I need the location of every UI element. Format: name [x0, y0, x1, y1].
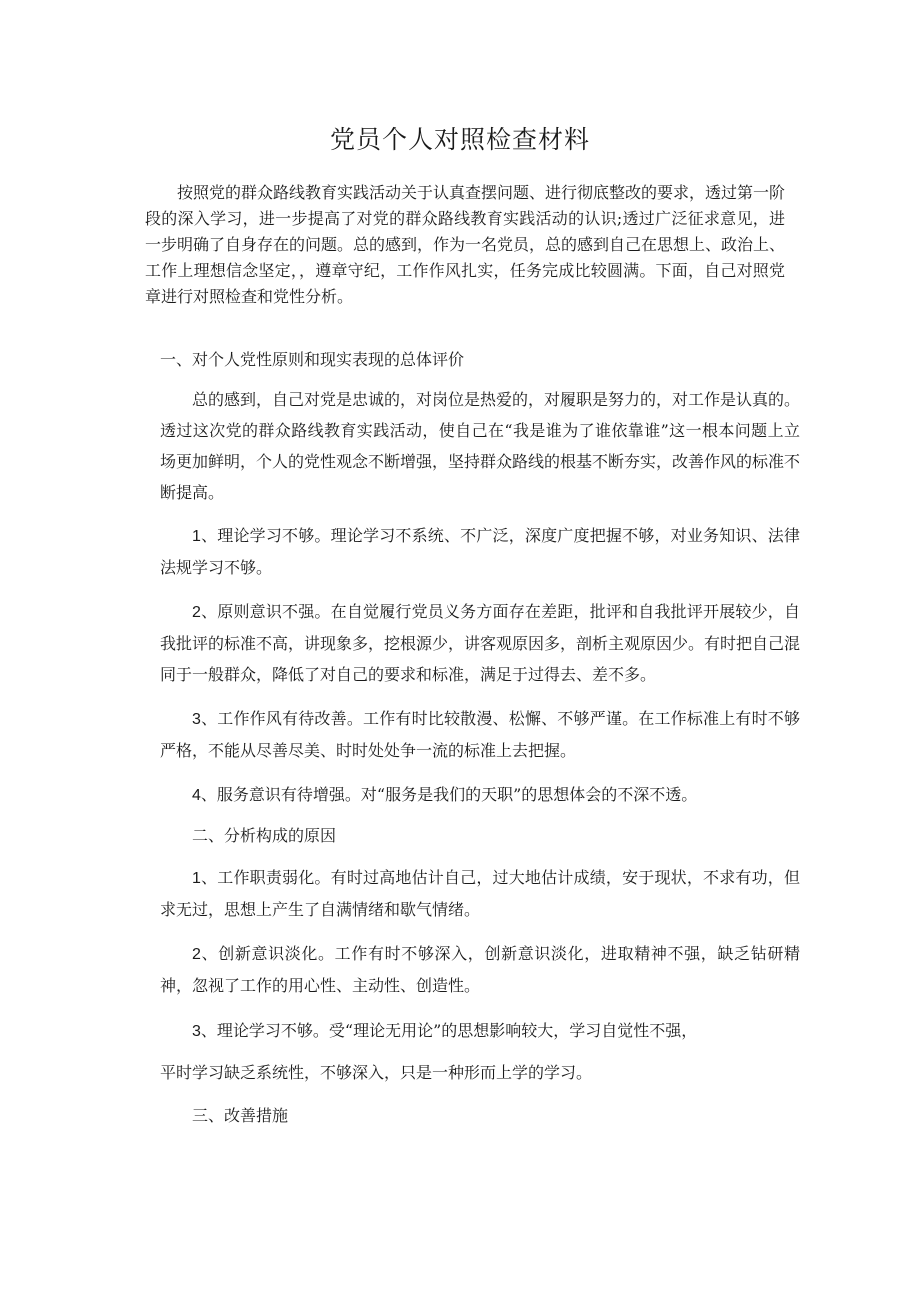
item-text: 、创新意识淡化。工作有时不够深入，创新意识淡化，进取精神不强，缺乏钻研精神，忽视了工作的用心性、主动性、创造性。 — [160, 944, 800, 995]
section1-heading: 一、对个人党性原则和现实表现的总体评价 — [160, 350, 465, 369]
item-text: 、理论学习不够。理论学习不系统、不广泛，深度广度把握不够，对业务知识、法律法规学习不够。 — [160, 526, 800, 577]
item-number: 1 — [192, 528, 201, 545]
item-number: 2 — [192, 604, 201, 621]
item-number: 2 — [192, 946, 201, 963]
item-text: 、理论学习不够。受“理论无用论”的思想影响较大，学习自觉性不强， — [200, 1021, 698, 1040]
item-number: 3 — [192, 711, 201, 728]
item-text: 、原则意识不强。在自觉履行党员义务方面存在差距，批评和自我批评开展较少，自我批评的标准不高，讲现象多，挖根源少，讲客观原因多，剖析主观原因少。有时把自己混同于一般群众，降低了对自己的要求和标准，满足于过得去、差不多。 — [160, 602, 801, 684]
section2-item-1 — [160, 862, 800, 925]
item-text: 、服务意识有待增强。对“服务是我们的天职”的思想体会的不深不透。 — [200, 785, 698, 804]
page-title: 党员个人对照检查材料 — [329, 125, 590, 154]
section1-summary: 总的感到，自己对党是忠诚的，对岗位是热爱的，对履职是努力的，对工作是认真的。透过这次党的群众路线教育实践活动，使自己在“我是谁为了谁依靠谁”这一根本问题上立场更加鲜明，个人的党性观念不断增强，坚持群众路线的根基不断夯实，改善作风的标准不断提高。 — [160, 390, 801, 502]
section1-item-3 — [160, 703, 800, 766]
intro-paragraph: 按照党的群众路线教育实践活动关于认真查摆问题、进行彻底整改的要求，透过第一阶段的深入学习，进一步提高了对党的群众路线教育实践活动的认识;透过广泛征求意见，进一步明确了自身存在的问题。总的感到，作为一名党员，总的感到自己在思想上、政治上、工作上理想信念坚定，，遵章守纪，工作作风扎实，任务完成比较圆满。下面，自己对照党章进行对照检查和党性分析。 — [145, 183, 786, 306]
item-text: 、工作职责弱化。有时过高地估计自己，过大地估计成绩，安于现状，不求有功，但求无过，思想上产生了自满情绪和歇气情绪。 — [160, 868, 800, 919]
section2-item-2 — [160, 938, 800, 1001]
item-number: 4 — [192, 787, 201, 804]
item-text: 、工作作风有待改善。工作有时比较散漫、松懈、不够严谨。在工作标准上有时不够严格，不能从尽善尽美、时时处处争一流的标准上去把握。 — [160, 709, 800, 760]
item-number: 3 — [192, 1023, 201, 1040]
item-number: 1 — [192, 870, 201, 887]
section2-heading: 二、分析构成的原因 — [192, 826, 337, 845]
section3-heading: 三、改善措施 — [192, 1106, 289, 1125]
section1-item-4 — [160, 779, 800, 811]
section1-item-1 — [160, 520, 800, 583]
section2-item-3-continued — [160, 1057, 800, 1088]
section1-item-2 — [160, 596, 800, 690]
item-text: 平时学习缺乏系统性，不够深入，只是一种形而上学的学习。 — [160, 1063, 593, 1082]
section2-item-3 — [160, 1015, 800, 1047]
